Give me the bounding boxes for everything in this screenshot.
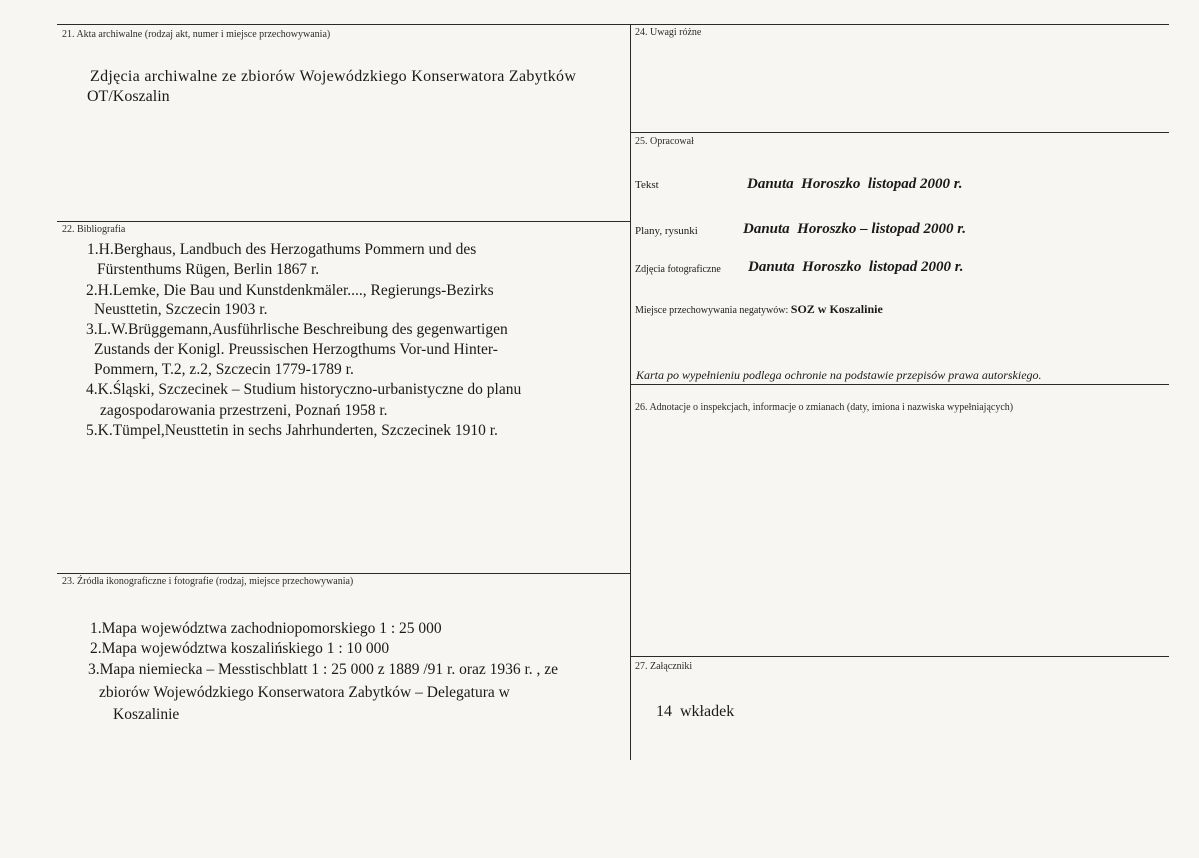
bibliography-line: 4.K.Śląski, Szczecinek – Studium historyczno-urbanistyczne do planu <box>86 381 522 398</box>
negatives-location <box>635 302 883 317</box>
tekst-value: Danuta Horoszko listopad 2000 r. <box>747 176 963 192</box>
section-22-label: 22. Bibliografia <box>62 224 126 235</box>
bibliography-line: 1.H.Berghaus, Landbuch des Herzogathums Pommern und des <box>87 241 477 258</box>
section-27-label: 27. Załączniki <box>635 661 693 672</box>
bibliography-line: 3.L.W.Brüggemann,Ausführlische Beschreibung des gegenwartigen <box>86 321 508 338</box>
tekst-label: Tekst <box>635 179 659 191</box>
rule-26 <box>630 384 1169 385</box>
attachments-value: 14 wkładek <box>656 703 735 720</box>
rule-27 <box>630 656 1169 657</box>
archival-records-line-1: Zdjęcia archiwalne ze zbiorów Wojewódzkiego Konserwatora Zabytków <box>90 68 577 85</box>
source-line: Koszalinie <box>113 706 180 723</box>
source-line: 1.Mapa województwa zachodniopomorskiego 1 : 25 000 <box>90 620 442 637</box>
section-25-label: 25. Opracował <box>635 136 694 147</box>
miejsce-value: SOZ w Koszalinie <box>790 302 883 316</box>
column-divider <box>630 24 631 760</box>
rule-25 <box>630 132 1169 133</box>
bibliography-line: Pommern, T.2, z.2, Szczecin 1779-1789 r. <box>94 361 354 378</box>
copyright-notice: Karta po wypełnieniu podlega ochronie na podstawie przepisów prawa autorskiego. <box>636 368 1042 382</box>
section-21-label: 21. Akta archiwalne (rodzaj akt, numer i miejsce przechowywania) <box>62 29 331 40</box>
bibliography-line: Zustands der Konigl. Preussischen Herzogthums Vor-und Hinter- <box>94 341 498 358</box>
rule-22 <box>57 221 630 222</box>
source-line: 2.Mapa województwa koszalińskiego 1 : 10 000 <box>90 640 390 657</box>
plany-value: Danuta Horoszko – listopad 2000 r. <box>743 221 966 237</box>
miejsce-label: Miejsce przechowywania negatywów: <box>635 305 789 316</box>
section-26-label: 26. Adnotacje o inspekcjach, informacje o zmianach (daty, imiona i nazwiska wypełniających) <box>635 402 1014 413</box>
bibliography-line: 2.H.Lemke, Die Bau und Kunstdenkmäler...., Regierungs-Bezirks <box>86 282 494 299</box>
zdjecia-value: Danuta Horoszko listopad 2000 r. <box>748 259 964 275</box>
section-23-label: 23. Źródła ikonograficzne i fotografie (rodzaj, miejsce przechowywania) <box>62 576 354 587</box>
bibliography-line: 5.K.Tümpel,Neusttetin in sechs Jahrhunderten, Szczecinek 1910 r. <box>86 422 498 439</box>
archival-records-line-2: OT/Koszalin <box>87 88 170 105</box>
bibliography-line: Fürstenthums Rügen, Berlin 1867 r. <box>97 261 320 278</box>
bibliography-line: Neusttetin, Szczecin 1903 r. <box>94 301 268 318</box>
zdjecia-label: Zdjęcia fotograficzne <box>635 264 721 275</box>
plany-label: Plany, rysunki <box>635 225 698 237</box>
rule-23 <box>57 573 630 574</box>
source-line: 3.Mapa niemiecka – Messtischblatt 1 : 25 000 z 1889 /91 r. oraz 1936 r. , ze <box>88 661 559 678</box>
source-line: zbiorów Wojewódzkiego Konserwatora Zabytków – Delegatura w <box>99 684 510 701</box>
top-rule <box>57 24 1169 25</box>
section-24-label: 24. Uwagi różne <box>635 27 702 38</box>
bibliography-line: zagospodarowania przestrzeni, Poznań 1958 r. <box>100 402 388 419</box>
